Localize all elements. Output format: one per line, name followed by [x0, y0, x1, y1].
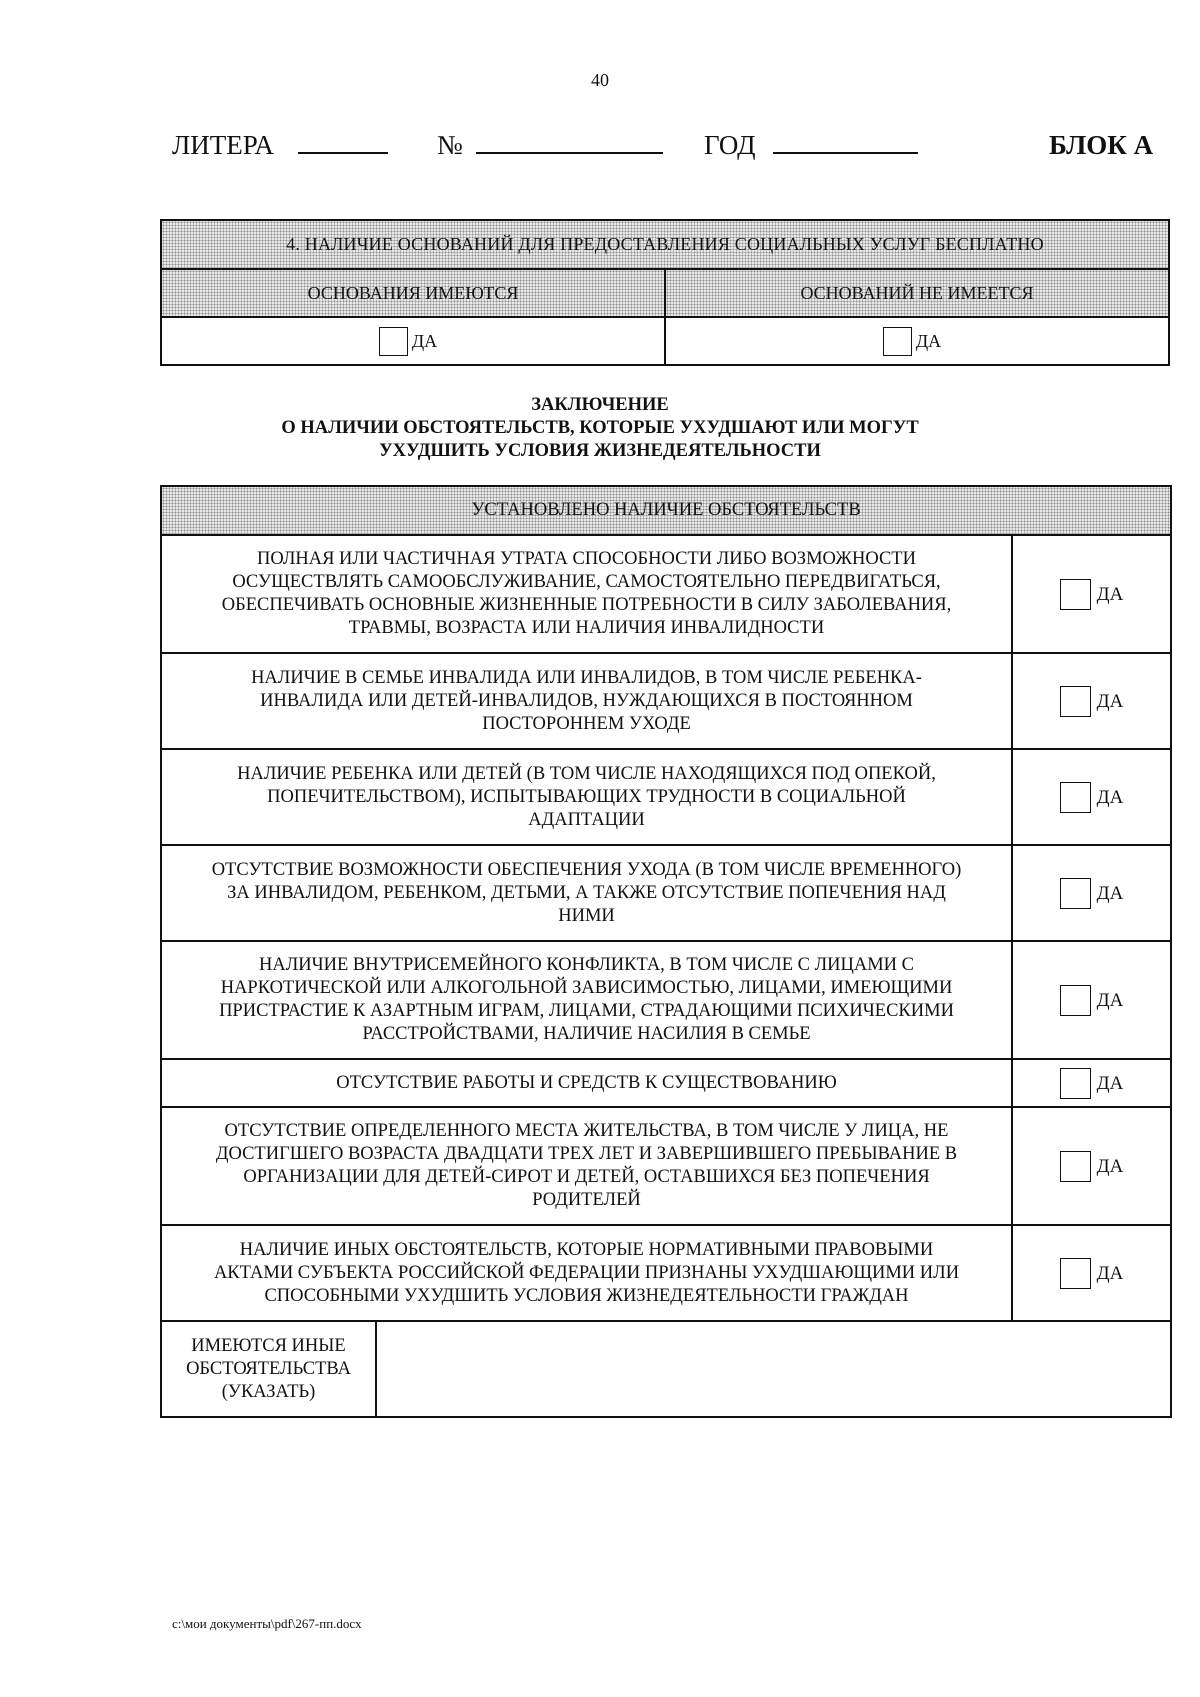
number-label: №: [437, 130, 463, 160]
circumstance-text: НАЛИЧИЕ В СЕМЬЕ ИНВАЛИДА ИЛИ ИНВАЛИДОВ, В ТОМ ЧИСЛЕ РЕБЕНКА- ИНВАЛИДА ИЛИ ДЕТЕЙ-ИНВАЛИДОВ, НУЖДАЮЩИХСЯ В ПОСТОЯННОМ ПОСТОРОННЕМ УХОДЕ: [161, 653, 1012, 749]
file-path: c:\мои документы\pdf\267-пп.docx: [172, 1616, 362, 1631]
grounds-exist-header: ОСНОВАНИЯ ИМЕЮТСЯ: [161, 269, 665, 317]
checkbox-label: ДА: [1096, 583, 1124, 605]
circumstance-text: НАЛИЧИЕ ВНУТРИСЕМЕЙНОГО КОНФЛИКТА, В ТОМ ЧИСЛЕ С ЛИЦАМИ С НАРКОТИЧЕСКОЙ ИЛИ АЛКОГОЛЬНОЙ ЗАВИСИМОСТЬЮ, ЛИЦАМИ, ИМЕЮЩИМИ ПРИСТРАСТИЕ К АЗАРТНЫМ ИГРАМ, ЛИЦАМИ, СТРАДАЮЩИМИ ПСИХИЧЕСКИМИ РАССТРОЙСТВАМИ, НАЛИЧИЕ НАСИЛИЯ В СЕМЬЕ: [161, 941, 1012, 1059]
table-row: [161, 1107, 1171, 1225]
litera-field[interactable]: [290, 130, 388, 161]
circumstance-check-cell: [1012, 749, 1171, 845]
circumstance-checkbox[interactable]: [1060, 1258, 1091, 1289]
circumstance-checkbox[interactable]: [1060, 878, 1091, 909]
grounds-absent-cell: [665, 317, 1169, 365]
conclusion-heading: [0, 394, 1200, 463]
year-field[interactable]: [765, 130, 918, 161]
table-row: [161, 1059, 1171, 1107]
checkbox-label: ДА: [915, 330, 942, 351]
checkbox-label: ДА: [1096, 1262, 1124, 1284]
circumstance-text: НАЛИЧИЕ ИНЫХ ОБСТОЯТЕЛЬСТВ, КОТОРЫЕ НОРМАТИВНЫМИ ПРАВОВЫМИ АКТАМИ СУБЪЕКТА РОССИЙСКОЙ ФЕДЕРАЦИИ ПРИЗНАНЫ УХУДШАЮЩИМИ ИЛИ СПОСОБНЫМИ УХУДШИТЬ УСЛОВИЯ ЖИЗНЕДЕЯТЕЛЬНОСТИ ГРАЖДАН: [161, 1225, 1012, 1321]
circumstance-checkbox[interactable]: [1060, 686, 1091, 717]
table-row: [161, 1321, 1171, 1417]
checkbox-label: ДА: [1096, 690, 1124, 712]
circumstance-check-cell: [1012, 1225, 1171, 1321]
circumstance-checkbox[interactable]: [1060, 1068, 1091, 1099]
checkbox-label: ДА: [1096, 786, 1124, 808]
circumstance-text: ОТСУТСТВИЕ РАБОТЫ И СРЕДСТВ К СУЩЕСТВОВАНИЮ: [161, 1059, 1012, 1107]
grounds-exist-checkbox[interactable]: [379, 327, 408, 356]
table-row: [161, 653, 1171, 749]
checkbox-label: ДА: [1096, 1155, 1124, 1177]
circumstance-check-cell: [1012, 1107, 1171, 1225]
checkbox-label: ДА: [411, 330, 438, 351]
checkbox-label: ДА: [1096, 989, 1124, 1011]
circumstance-check-cell: [1012, 1059, 1171, 1107]
block-label: БЛОК А: [1049, 130, 1154, 160]
year-label: ГОД: [704, 130, 756, 160]
circumstances-table: [160, 485, 1172, 1418]
circumstance-checkbox[interactable]: [1060, 579, 1091, 610]
other-circumstances-field[interactable]: [376, 1321, 1171, 1417]
table-row: [161, 1225, 1171, 1321]
conclusion-line: УХУДШИТЬ УСЛОВИЯ ЖИЗНЕДЕЯТЕЛЬНОСТИ: [379, 441, 821, 461]
circumstance-check-cell: [1012, 535, 1171, 653]
table-row: [161, 535, 1171, 653]
circumstance-check-cell: [1012, 941, 1171, 1059]
section4-table: [160, 219, 1170, 366]
table-row: [161, 845, 1171, 941]
other-circumstances-label: ИМЕЮТСЯ ИНЫЕ ОБСТОЯТЕЛЬСТВА (УКАЗАТЬ): [161, 1321, 376, 1417]
circumstance-text: НАЛИЧИЕ РЕБЕНКА ИЛИ ДЕТЕЙ (В ТОМ ЧИСЛЕ НАХОДЯЩИХСЯ ПОД ОПЕКОЙ, ПОПЕЧИТЕЛЬСТВОМ), ИСПЫТЫВАЮЩИХ ТРУДНОСТИ В СОЦИАЛЬНОЙ АДАПТАЦИИ: [161, 749, 1012, 845]
circumstances-header: УСТАНОВЛЕНО НАЛИЧИЕ ОБСТОЯТЕЛЬСТВ: [161, 486, 1171, 535]
checkbox-label: ДА: [1096, 1072, 1124, 1094]
circumstance-text: ОТСУТСТВИЕ ВОЗМОЖНОСТИ ОБЕСПЕЧЕНИЯ УХОДА (В ТОМ ЧИСЛЕ ВРЕМЕННОГО) ЗА ИНВАЛИДОМ, РЕБЕНКОМ, ДЕТЬМИ, А ТАКЖЕ ОТСУТСТВИЕ ПОПЕЧЕНИЯ НАД НИМИ: [161, 845, 1012, 941]
circumstance-checkbox[interactable]: [1060, 782, 1091, 813]
grounds-absent-checkbox[interactable]: [883, 327, 912, 356]
circumstance-text: ПОЛНАЯ ИЛИ ЧАСТИЧНАЯ УТРАТА СПОСОБНОСТИ ЛИБО ВОЗМОЖНОСТИ ОСУЩЕСТВЛЯТЬ САМООБСЛУЖИВАНИЕ, САМОСТОЯТЕЛЬНО ПЕРЕДВИГАТЬСЯ, ОБЕСПЕЧИВАТЬ ОСНОВНЫЕ ЖИЗНЕННЫЕ ПОТРЕБНОСТИ В СИЛУ ЗАБОЛЕВАНИЯ, ТРАВМЫ, ВОЗРАСТА ИЛИ НАЛИЧИЯ ИНВАЛИДНОСТИ: [161, 535, 1012, 653]
circumstance-check-cell: [1012, 653, 1171, 749]
circumstance-check-cell: [1012, 845, 1171, 941]
grounds-exist-cell: [161, 317, 665, 365]
table-row: [161, 941, 1171, 1059]
circumstance-checkbox[interactable]: [1060, 985, 1091, 1016]
circumstance-text: ОТСУТСТВИЕ ОПРЕДЕЛЕННОГО МЕСТА ЖИТЕЛЬСТВА, В ТОМ ЧИСЛЕ У ЛИЦА, НЕ ДОСТИГШЕГО ВОЗРАСТА ДВАДЦАТИ ТРЕХ ЛЕТ И ЗАВЕРШИВШЕГО ПРЕБЫВАНИЕ В ОРГАНИЗАЦИИ ДЛЯ ДЕТЕЙ-СИРОТ И ДЕТЕЙ, ОСТАВШИХСЯ БЕЗ ПОПЕЧЕНИЯ РОДИТЕЛЕЙ: [161, 1107, 1012, 1225]
litera-label: ЛИТЕРА: [172, 130, 274, 160]
conclusion-line: ЗАКЛЮЧЕНИЕ: [531, 395, 669, 415]
checkbox-label: ДА: [1096, 882, 1124, 904]
page-number: 40: [591, 70, 609, 90]
conclusion-line: О НАЛИЧИИ ОБСТОЯТЕЛЬСТВ, КОТОРЫЕ УХУДШАЮТ ИЛИ МОГУТ: [281, 418, 919, 438]
section4-title: 4. НАЛИЧИЕ ОСНОВАНИЙ ДЛЯ ПРЕДОСТАВЛЕНИЯ СОЦИАЛЬНЫХ УСЛУГ БЕСПЛАТНО: [161, 220, 1169, 269]
table-row: [161, 749, 1171, 845]
grounds-absent-header: ОСНОВАНИЙ НЕ ИМЕЕТСЯ: [665, 269, 1169, 317]
form-header: [0, 130, 1200, 170]
number-field[interactable]: [468, 130, 663, 161]
circumstance-checkbox[interactable]: [1060, 1151, 1091, 1182]
